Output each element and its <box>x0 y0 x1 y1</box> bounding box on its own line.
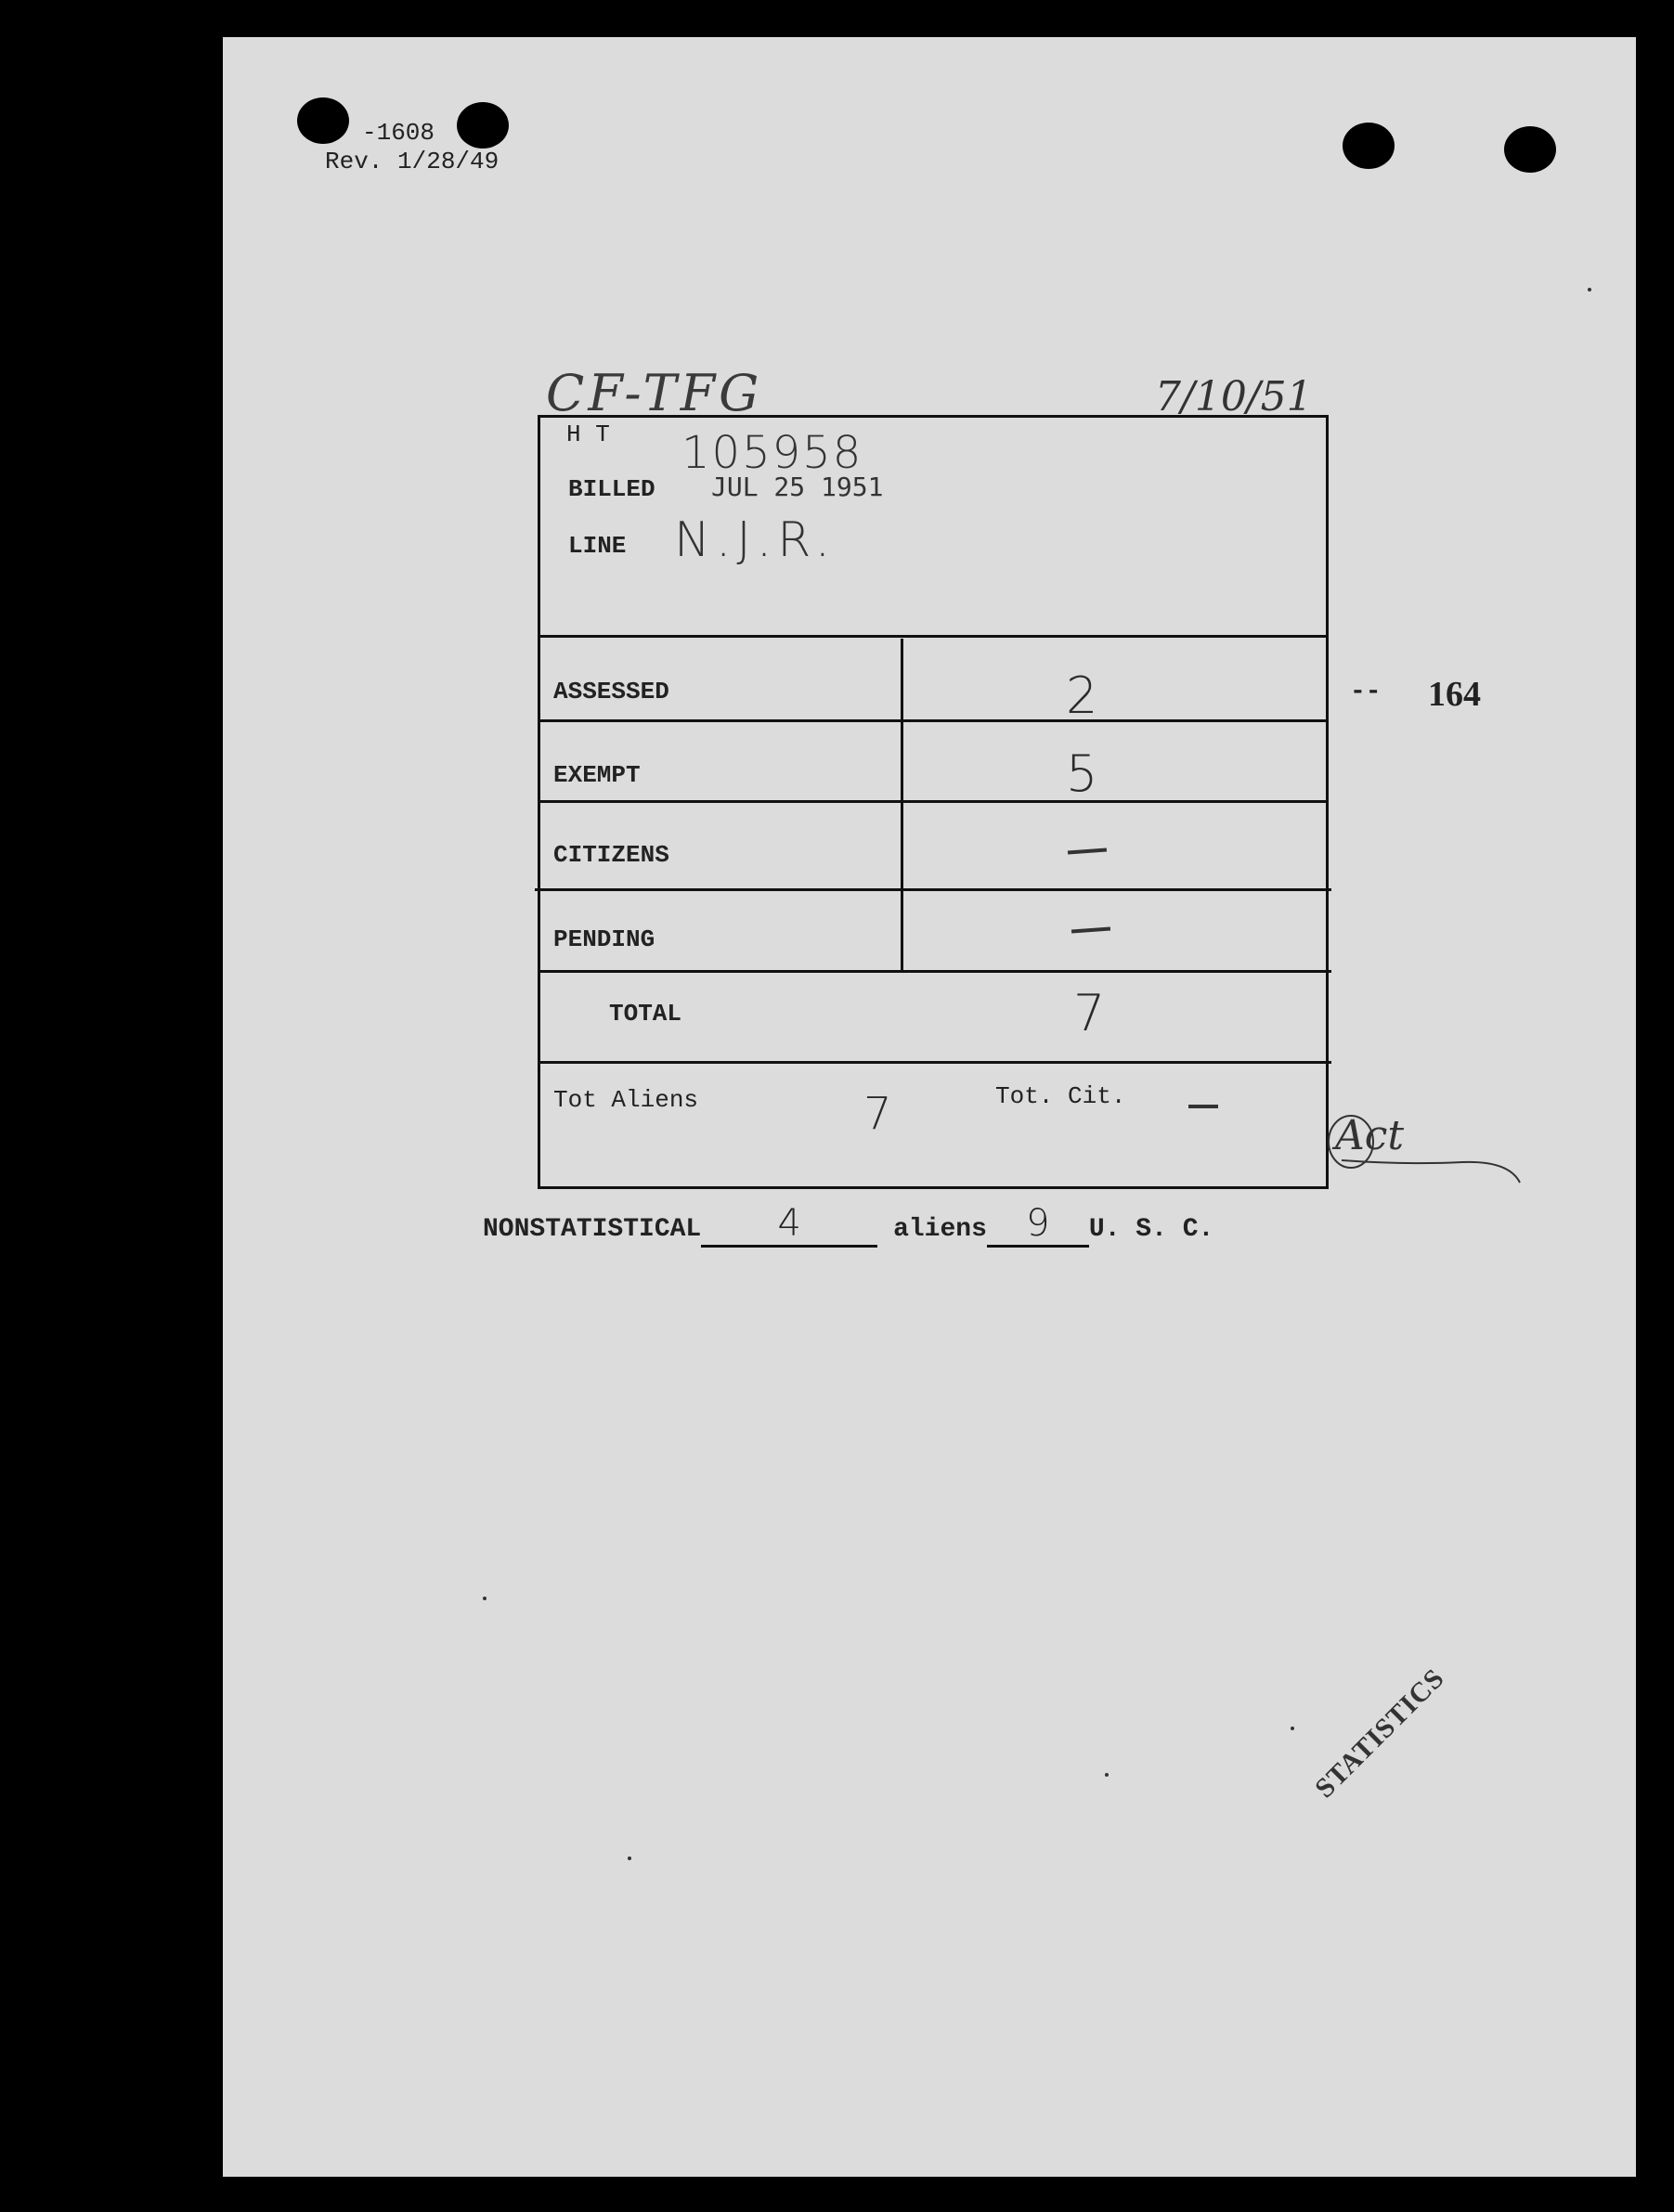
row-label-assessed: ASSESSED <box>553 678 669 705</box>
tot-cit-value <box>1188 1105 1218 1108</box>
row-label-total: TOTAL <box>609 1000 682 1028</box>
usc-label: U. S. C. <box>1088 1215 1214 1244</box>
ht-label: H T <box>566 420 610 448</box>
form-number: -1608 <box>362 119 435 147</box>
speck <box>1588 288 1591 291</box>
billed-label: BILLED <box>568 475 655 503</box>
divider <box>538 635 1329 638</box>
row-label-citizens: CITIZENS <box>553 841 669 869</box>
ht-number: 105958 <box>681 427 863 479</box>
nonstatistical-usc-value: 9 <box>1026 1202 1050 1245</box>
divider <box>538 719 1329 722</box>
form-revision: Rev. 1/28/49 <box>325 148 500 176</box>
side-number: 164 <box>1428 675 1481 714</box>
nonstatistical-line <box>483 1202 1213 1248</box>
punch-hole-top-right-1 <box>1343 123 1395 169</box>
initials-swoosh <box>1323 1105 1527 1188</box>
billed-date-stamp: JUL 25 1951 <box>711 472 884 502</box>
punch-hole-top-right-2 <box>1504 126 1556 173</box>
document-page <box>223 37 1636 2177</box>
divider <box>538 970 1331 973</box>
form-code <box>325 119 499 176</box>
divider <box>535 888 1331 891</box>
speck <box>483 1597 487 1600</box>
line-value: N.J.R. <box>674 512 837 568</box>
side-dashes: -- <box>1350 678 1382 706</box>
aliens-label: aliens <box>893 1215 987 1244</box>
statistics-stamp: STATISTICS <box>1309 1662 1451 1805</box>
nonstatistical-label: NONSTATISTICAL <box>483 1215 702 1244</box>
tot-aliens-label: Tot Aliens <box>553 1086 699 1114</box>
initials: Act <box>1335 1112 1405 1159</box>
tot-aliens-value: 7 <box>863 1088 892 1140</box>
row-value-assessed: 2 <box>1066 666 1098 725</box>
nonstatistical-aliens-field <box>701 1202 877 1248</box>
handwritten-date: 7/10/51 <box>1155 373 1313 420</box>
row-value-exempt: 5 <box>1066 744 1098 803</box>
speck <box>1105 1773 1109 1777</box>
row-label-pending: PENDING <box>553 925 655 953</box>
row-label-exempt: EXEMPT <box>553 761 641 789</box>
row-value-total: 7 <box>1073 984 1106 1042</box>
tot-cit-label: Tot. Cit. <box>995 1082 1126 1110</box>
divider <box>538 800 1329 803</box>
speck <box>1291 1727 1294 1730</box>
nonstatistical-usc-field <box>987 1202 1089 1248</box>
column-divider <box>901 639 903 971</box>
divider <box>538 1061 1331 1064</box>
handwritten-code: CF-TFG <box>546 364 763 422</box>
nonstatistical-aliens-value: 4 <box>777 1202 801 1245</box>
line-label: LINE <box>568 532 627 560</box>
speck <box>628 1856 631 1860</box>
